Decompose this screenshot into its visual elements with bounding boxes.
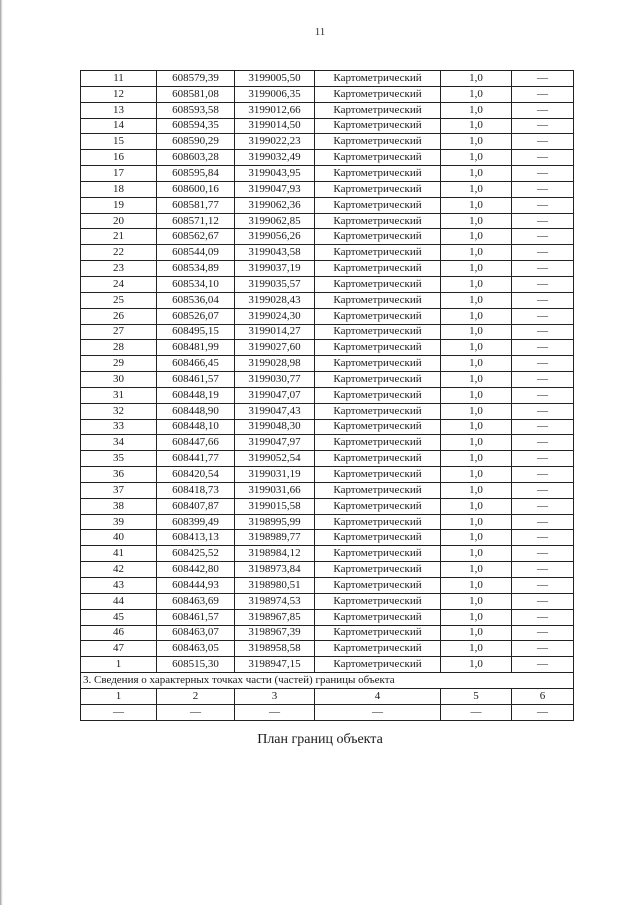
accuracy-cell: 1,0 [441,229,512,245]
point-number-cell: 16 [81,150,157,166]
y-coordinate-cell: 3199028,98 [235,356,315,372]
accuracy-cell: 1,0 [441,641,512,657]
method-cell: Картометрический [315,197,441,213]
y-coordinate-cell: 3199012,66 [235,102,315,118]
table-row [81,467,574,483]
accuracy-cell: 1,0 [441,593,512,609]
point-number-cell: 38 [81,498,157,514]
method-cell: Картометрический [315,181,441,197]
point-number-cell: 23 [81,261,157,277]
y-coordinate-cell: 3199022,23 [235,134,315,150]
point-number-cell: 30 [81,372,157,388]
description-cell: — [512,71,574,87]
description-cell: — [512,657,574,673]
x-coordinate-cell: 608581,77 [157,197,235,213]
method-cell: Картометрический [315,546,441,562]
y-coordinate-cell: 3199028,43 [235,292,315,308]
method-cell: Картометрический [315,451,441,467]
method-cell: Картометрический [315,292,441,308]
accuracy-cell: 1,0 [441,245,512,261]
x-coordinate-cell: 608463,05 [157,641,235,657]
x-coordinate-cell: 608534,10 [157,276,235,292]
x-coordinate-cell: 608448,10 [157,419,235,435]
accuracy-cell: 1,0 [441,435,512,451]
description-cell: — [512,118,574,134]
x-coordinate-cell: 608442,80 [157,562,235,578]
accuracy-cell: 1,0 [441,261,512,277]
description-cell: — [512,245,574,261]
method-cell: Картометрический [315,435,441,451]
description-cell: — [512,213,574,229]
x-coordinate-cell: 608407,87 [157,498,235,514]
method-cell: Картометрический [315,276,441,292]
table-row [81,530,574,546]
method-cell: Картометрический [315,86,441,102]
accuracy-cell: 1,0 [441,657,512,673]
accuracy-cell: 1,0 [441,166,512,182]
accuracy-cell: 1,0 [441,467,512,483]
y-coordinate-cell: 3199031,66 [235,482,315,498]
point-number-cell: 42 [81,562,157,578]
description-cell: — [512,86,574,102]
y-coordinate-cell: 3199047,43 [235,403,315,419]
table-row [81,197,574,213]
table-row [81,340,574,356]
y-coordinate-cell: 3199048,30 [235,419,315,435]
table-row [81,213,574,229]
y-coordinate-cell: 3199014,50 [235,118,315,134]
table-row [81,578,574,594]
x-coordinate-cell: 608425,52 [157,546,235,562]
x-coordinate-cell: 608526,07 [157,308,235,324]
section3-column-number: 1 [81,688,157,704]
x-coordinate-cell: 608600,16 [157,181,235,197]
accuracy-cell: 1,0 [441,403,512,419]
accuracy-cell: 1,0 [441,609,512,625]
table-row [81,625,574,641]
accuracy-cell: 1,0 [441,578,512,594]
point-number-cell: 27 [81,324,157,340]
plan-title: План границ объекта [257,732,383,747]
table-row [81,150,574,166]
table-row [81,308,574,324]
accuracy-cell: 1,0 [441,356,512,372]
scan-edge [0,0,3,905]
y-coordinate-cell: 3198958,58 [235,641,315,657]
description-cell: — [512,292,574,308]
accuracy-cell: 1,0 [441,86,512,102]
y-coordinate-cell: 3199024,30 [235,308,315,324]
method-cell: Картометрический [315,530,441,546]
method-cell: Картометрический [315,372,441,388]
accuracy-cell: 1,0 [441,197,512,213]
point-number-cell: 47 [81,641,157,657]
description-cell: — [512,498,574,514]
x-coordinate-cell: 608399,49 [157,514,235,530]
coordinates-table-body [81,71,574,721]
table-row [81,482,574,498]
point-number-cell: 28 [81,340,157,356]
point-number-cell: 14 [81,118,157,134]
section3-column-number: 6 [512,688,574,704]
point-number-cell: 32 [81,403,157,419]
point-number-cell: 17 [81,166,157,182]
y-coordinate-cell: 3199047,97 [235,435,315,451]
table-row [81,276,574,292]
section3-column-numbers-row [81,688,574,704]
y-coordinate-cell: 3199035,57 [235,276,315,292]
x-coordinate-cell: 608562,67 [157,229,235,245]
point-number-cell: 36 [81,467,157,483]
description-cell: — [512,197,574,213]
x-coordinate-cell: 608461,57 [157,609,235,625]
method-cell: Картометрический [315,102,441,118]
table-row [81,261,574,277]
y-coordinate-cell: 3198947,15 [235,657,315,673]
section3-empty-row [81,704,574,720]
method-cell: Картометрический [315,150,441,166]
accuracy-cell: 1,0 [441,562,512,578]
x-coordinate-cell: 608447,66 [157,435,235,451]
section3-heading: 3. Сведения о характерных точках части (частей) границы объекта [81,673,574,689]
table-row [81,498,574,514]
accuracy-cell: 1,0 [441,546,512,562]
description-cell: — [512,261,574,277]
method-cell: Картометрический [315,261,441,277]
y-coordinate-cell: 3198974,53 [235,593,315,609]
y-coordinate-cell: 3199032,49 [235,150,315,166]
x-coordinate-cell: 608441,77 [157,451,235,467]
x-coordinate-cell: 608420,54 [157,467,235,483]
table-row [81,245,574,261]
section3-empty-cell: — [441,704,512,720]
accuracy-cell: 1,0 [441,451,512,467]
accuracy-cell: 1,0 [441,625,512,641]
accuracy-cell: 1,0 [441,308,512,324]
method-cell: Картометрический [315,641,441,657]
x-coordinate-cell: 608536,04 [157,292,235,308]
table-row [81,657,574,673]
y-coordinate-cell: 3199062,85 [235,213,315,229]
method-cell: Картометрический [315,134,441,150]
method-cell: Картометрический [315,356,441,372]
table-row [81,593,574,609]
table-row [81,435,574,451]
accuracy-cell: 1,0 [441,498,512,514]
x-coordinate-cell: 608579,39 [157,71,235,87]
y-coordinate-cell: 3198989,77 [235,530,315,546]
table-row [81,387,574,403]
accuracy-cell: 1,0 [441,213,512,229]
method-cell: Картометрический [315,387,441,403]
y-coordinate-cell: 3198980,51 [235,578,315,594]
point-number-cell: 20 [81,213,157,229]
table-row [81,562,574,578]
x-coordinate-cell: 608444,93 [157,578,235,594]
section3-empty-cell: — [157,704,235,720]
table-row [81,451,574,467]
point-number-cell: 37 [81,482,157,498]
x-coordinate-cell: 608593,58 [157,102,235,118]
description-cell: — [512,150,574,166]
y-coordinate-cell: 3198967,85 [235,609,315,625]
y-coordinate-cell: 3198973,84 [235,562,315,578]
table-row [81,166,574,182]
point-number-cell: 31 [81,387,157,403]
x-coordinate-cell: 608463,69 [157,593,235,609]
method-cell: Картометрический [315,324,441,340]
method-cell: Картометрический [315,166,441,182]
accuracy-cell: 1,0 [441,181,512,197]
y-coordinate-cell: 3199014,27 [235,324,315,340]
description-cell: — [512,308,574,324]
method-cell: Картометрический [315,245,441,261]
method-cell: Картометрический [315,71,441,87]
coordinates-table [80,70,574,721]
y-coordinate-cell: 3199047,93 [235,181,315,197]
description-cell: — [512,276,574,292]
point-number-cell: 13 [81,102,157,118]
table-row [81,403,574,419]
point-number-cell: 24 [81,276,157,292]
method-cell: Картометрический [315,118,441,134]
method-cell: Картометрический [315,229,441,245]
accuracy-cell: 1,0 [441,150,512,166]
table-row [81,641,574,657]
section3-empty-cell: — [315,704,441,720]
point-number-cell: 44 [81,593,157,609]
y-coordinate-cell: 3198967,39 [235,625,315,641]
y-coordinate-cell: 3199047,07 [235,387,315,403]
point-number-cell: 29 [81,356,157,372]
table-row [81,134,574,150]
description-cell: — [512,134,574,150]
y-coordinate-cell: 3199006,35 [235,86,315,102]
accuracy-cell: 1,0 [441,482,512,498]
point-number-cell: 43 [81,578,157,594]
description-cell: — [512,356,574,372]
point-number-cell: 34 [81,435,157,451]
section3-column-number: 3 [235,688,315,704]
x-coordinate-cell: 608544,09 [157,245,235,261]
table-row [81,292,574,308]
accuracy-cell: 1,0 [441,324,512,340]
y-coordinate-cell: 3199015,58 [235,498,315,514]
section3-column-number: 4 [315,688,441,704]
method-cell: Картометрический [315,467,441,483]
table-row [81,86,574,102]
method-cell: Картометрический [315,419,441,435]
description-cell: — [512,593,574,609]
point-number-cell: 39 [81,514,157,530]
table-row [81,419,574,435]
x-coordinate-cell: 608481,99 [157,340,235,356]
section3-empty-cell: — [81,704,157,720]
section3-empty-cell: — [512,704,574,720]
accuracy-cell: 1,0 [441,102,512,118]
x-coordinate-cell: 608581,08 [157,86,235,102]
table-row [81,181,574,197]
description-cell: — [512,435,574,451]
method-cell: Картометрический [315,340,441,356]
point-number-cell: 21 [81,229,157,245]
table-row [81,609,574,625]
accuracy-cell: 1,0 [441,387,512,403]
point-number-cell: 15 [81,134,157,150]
description-cell: — [512,609,574,625]
section3-column-number: 5 [441,688,512,704]
y-coordinate-cell: 3199056,26 [235,229,315,245]
x-coordinate-cell: 608515,30 [157,657,235,673]
section3-column-number: 2 [157,688,235,704]
point-number-cell: 1 [81,657,157,673]
x-coordinate-cell: 608495,15 [157,324,235,340]
table-row [81,102,574,118]
accuracy-cell: 1,0 [441,292,512,308]
description-cell: — [512,387,574,403]
y-coordinate-cell: 3199037,19 [235,261,315,277]
point-number-cell: 35 [81,451,157,467]
description-cell: — [512,403,574,419]
description-cell: — [512,641,574,657]
description-cell: — [512,467,574,483]
y-coordinate-cell: 3199052,54 [235,451,315,467]
table-row [81,514,574,530]
y-coordinate-cell: 3198995,99 [235,514,315,530]
section3-heading-row [81,673,574,689]
point-number-cell: 41 [81,546,157,562]
point-number-cell: 18 [81,181,157,197]
description-cell: — [512,514,574,530]
x-coordinate-cell: 608448,90 [157,403,235,419]
table-row [81,229,574,245]
x-coordinate-cell: 608571,12 [157,213,235,229]
x-coordinate-cell: 608461,57 [157,372,235,388]
accuracy-cell: 1,0 [441,71,512,87]
point-number-cell: 26 [81,308,157,324]
accuracy-cell: 1,0 [441,340,512,356]
y-coordinate-cell: 3198984,12 [235,546,315,562]
method-cell: Картометрический [315,578,441,594]
description-cell: — [512,166,574,182]
x-coordinate-cell: 608463,07 [157,625,235,641]
description-cell: — [512,419,574,435]
x-coordinate-cell: 608590,29 [157,134,235,150]
section3-empty-cell: — [235,704,315,720]
accuracy-cell: 1,0 [441,276,512,292]
description-cell: — [512,181,574,197]
x-coordinate-cell: 608418,73 [157,482,235,498]
x-coordinate-cell: 608594,35 [157,118,235,134]
table-row [81,356,574,372]
y-coordinate-cell: 3199027,60 [235,340,315,356]
accuracy-cell: 1,0 [441,514,512,530]
point-number-cell: 45 [81,609,157,625]
description-cell: — [512,578,574,594]
description-cell: — [512,451,574,467]
description-cell: — [512,562,574,578]
table-row [81,118,574,134]
y-coordinate-cell: 3199062,36 [235,197,315,213]
x-coordinate-cell: 608448,19 [157,387,235,403]
point-number-cell: 46 [81,625,157,641]
accuracy-cell: 1,0 [441,530,512,546]
method-cell: Картометрический [315,213,441,229]
description-cell: — [512,546,574,562]
description-cell: — [512,625,574,641]
point-number-cell: 25 [81,292,157,308]
description-cell: — [512,102,574,118]
x-coordinate-cell: 608603,28 [157,150,235,166]
table-row [81,71,574,87]
table-row [81,324,574,340]
point-number-cell: 11 [81,71,157,87]
method-cell: Картометрический [315,403,441,419]
y-coordinate-cell: 3199005,50 [235,71,315,87]
y-coordinate-cell: 3199043,58 [235,245,315,261]
method-cell: Картометрический [315,593,441,609]
point-number-cell: 12 [81,86,157,102]
method-cell: Картометрический [315,498,441,514]
method-cell: Картометрический [315,308,441,324]
description-cell: — [512,482,574,498]
table-row [81,546,574,562]
method-cell: Картометрический [315,657,441,673]
method-cell: Картометрический [315,562,441,578]
accuracy-cell: 1,0 [441,134,512,150]
x-coordinate-cell: 608534,89 [157,261,235,277]
description-cell: — [512,229,574,245]
method-cell: Картометрический [315,609,441,625]
point-number-cell: 19 [81,197,157,213]
description-cell: — [512,340,574,356]
y-coordinate-cell: 3199031,19 [235,467,315,483]
method-cell: Картометрический [315,625,441,641]
x-coordinate-cell: 608413,13 [157,530,235,546]
accuracy-cell: 1,0 [441,419,512,435]
description-cell: — [512,324,574,340]
point-number-cell: 40 [81,530,157,546]
y-coordinate-cell: 3199030,77 [235,372,315,388]
x-coordinate-cell: 608466,45 [157,356,235,372]
method-cell: Картометрический [315,514,441,530]
y-coordinate-cell: 3199043,95 [235,166,315,182]
description-cell: — [512,530,574,546]
x-coordinate-cell: 608595,84 [157,166,235,182]
accuracy-cell: 1,0 [441,372,512,388]
accuracy-cell: 1,0 [441,118,512,134]
table-row [81,372,574,388]
point-number-cell: 22 [81,245,157,261]
method-cell: Картометрический [315,482,441,498]
description-cell: — [512,372,574,388]
point-number-cell: 33 [81,419,157,435]
page-number: 11 [314,26,326,38]
